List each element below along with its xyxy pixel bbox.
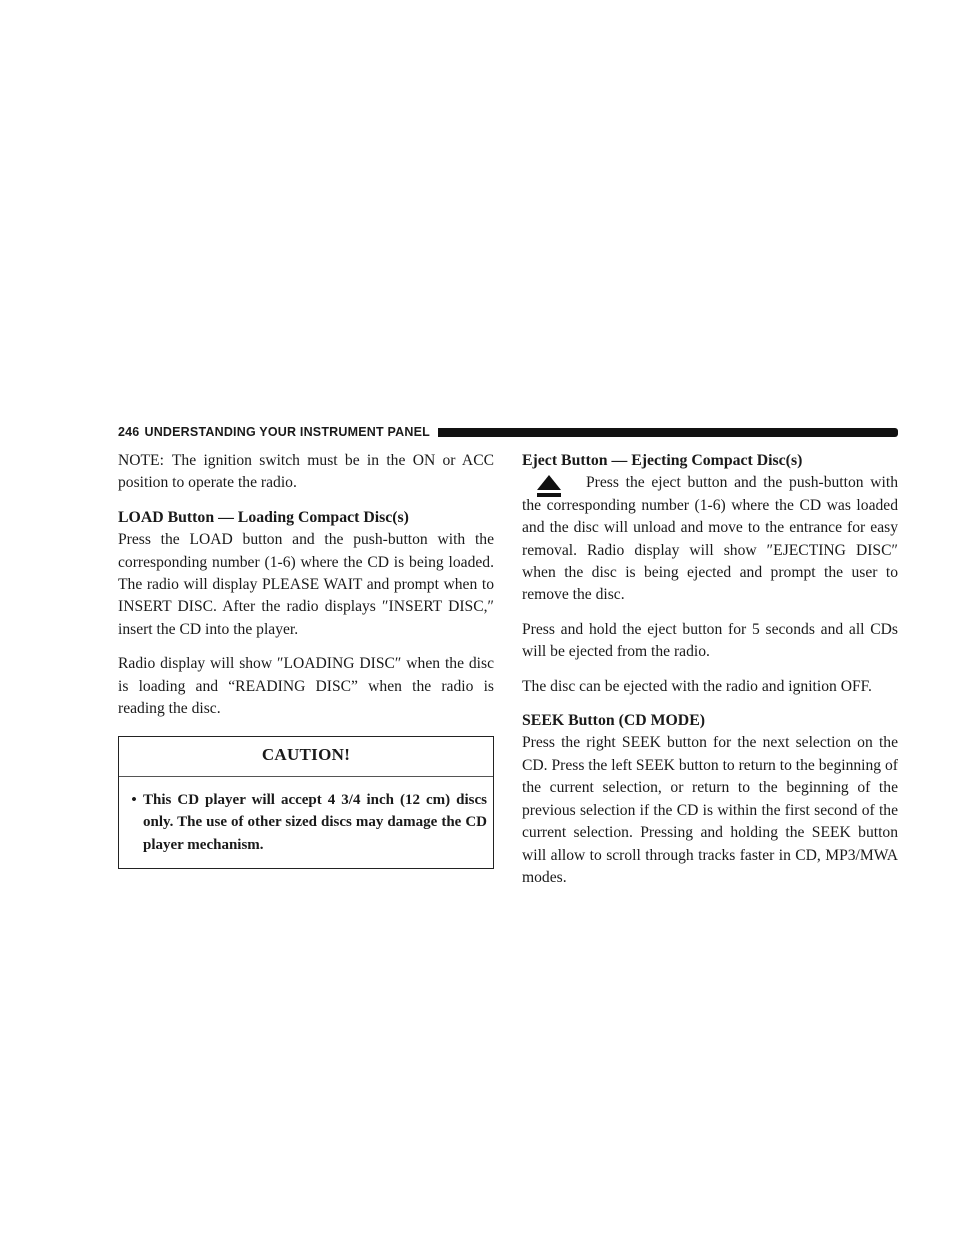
section-title: UNDERSTANDING YOUR INSTRUMENT PANEL	[144, 425, 430, 439]
seek-heading: SEEK Button (CD MODE)	[522, 712, 705, 730]
caution-text: This CD player will accept 4 3/4 inch (12 cm) discs only. The use of other sized discs may damage the CD player mechanism.	[143, 791, 487, 853]
hold-paragraph: Press and hold the eject button for 5 seconds and all CDs will be ejected from the radio.	[522, 620, 898, 661]
page-number: 246	[118, 425, 140, 439]
left-column	[118, 450, 494, 869]
note-label: NOTE:	[118, 452, 164, 469]
load-heading: LOAD Button — Loading Compact Disc(s)	[118, 508, 409, 526]
eject-icon	[536, 474, 562, 498]
load-paragraph: Press the LOAD button and the push-button with the corresponding number (1-6) where the CD is being loaded. The radio will display PLEASE WAIT and prompt when to INSERT DISC. After the radio displays ″INSERT DISC,″ insert the CD into the player.	[118, 531, 494, 638]
eject-heading: Eject Button — Ejecting Compact Disc(s)	[522, 452, 803, 469]
eject-paragraph: Press the eject button and the push-button with the corresponding number (1-6) where the CD was loaded and the disc will unload and move to the entrance for easy removal. Radio display will show ″EJECTING DISC″ when the disc is being ejected and prompt the user to remove the disc.	[522, 474, 898, 604]
seek-paragraph: Press the right SEEK button for the next selection on the CD. Press the left SEEK button to return to the beginning of the current selection, or return to the beginning of the previous selection if the CD is within the first second of the current selection. Pressing and holding the SEEK button will allow to scroll through tracks faster in CD, MP3/MWA modes.	[522, 734, 898, 886]
note-paragraph	[118, 450, 494, 495]
caution-box	[118, 736, 494, 869]
header-rule	[438, 428, 898, 437]
eject-section	[522, 450, 898, 607]
caution-title: CAUTION!	[119, 737, 493, 776]
off-paragraph: The disc can be ejected with the radio and ignition OFF.	[522, 677, 872, 695]
page-header	[118, 422, 898, 442]
display-paragraph: Radio display will show ″LOADING DISC″ when the disc is loading and “READING DISC” when the radio is reading the disc.	[118, 655, 494, 718]
right-column	[522, 450, 898, 901]
caution-body	[119, 777, 493, 868]
bullet: •	[131, 791, 137, 808]
note-text: The ignition switch must be in the ON or ACC position to operate the radio.	[118, 452, 494, 492]
caution-item	[125, 789, 487, 856]
